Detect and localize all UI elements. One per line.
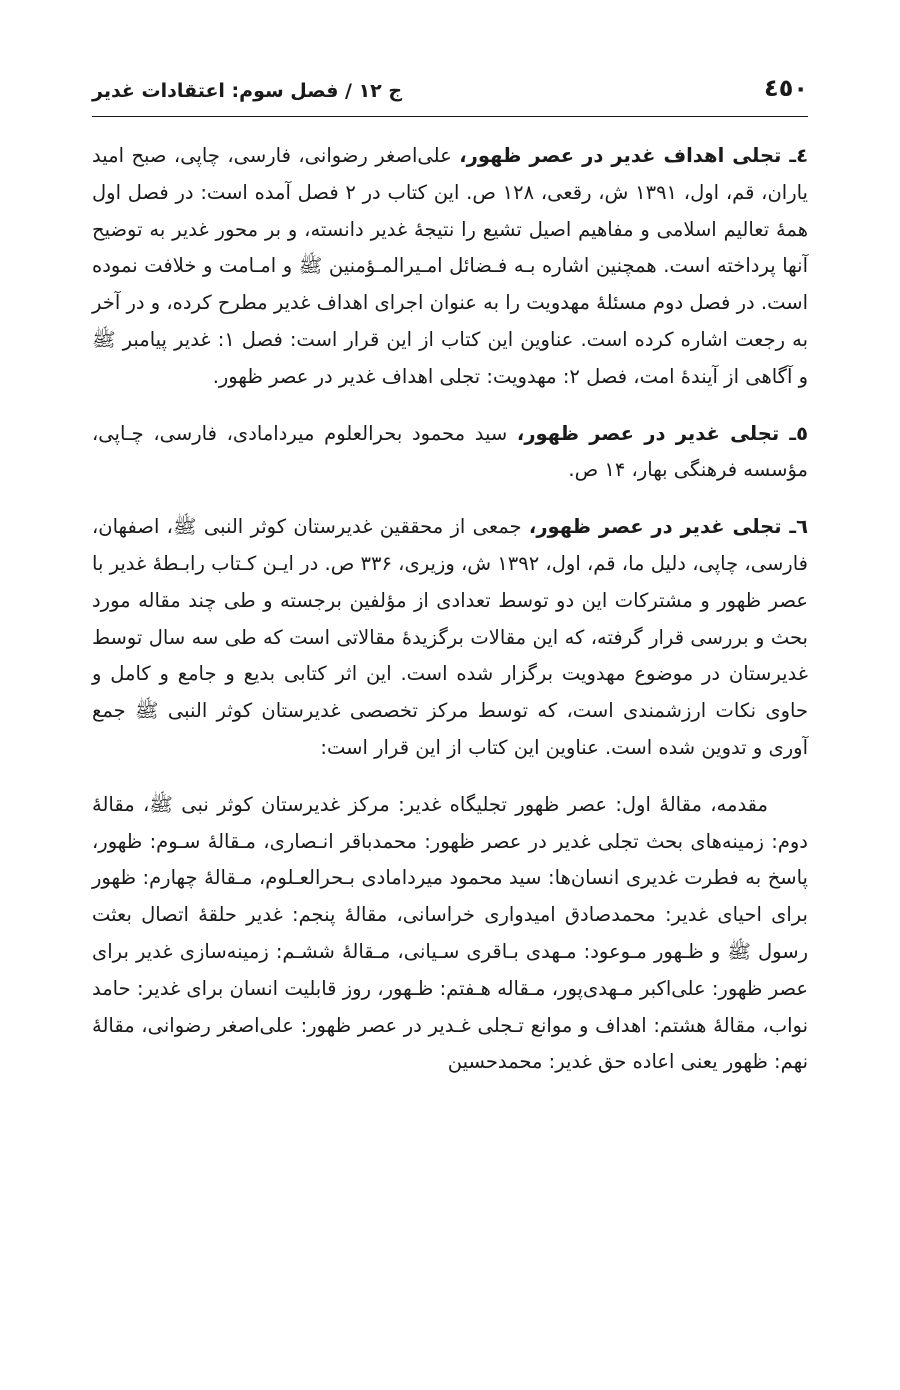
entry-title: ٤ـ تجلی اهداف غدیر در عصر ظهور، [459, 144, 808, 167]
entry-title: ٥ـ تجلی غدیر در عصر ظهور، [516, 421, 808, 445]
page-number: ٤٥٠ [764, 74, 808, 102]
entry-body: سید محمود بحرالعلوم میردامادی، فارسی، چـاپی، مؤسسه فرهنگی بهار، ۱۴ ص. [92, 421, 808, 482]
entry-body: جمعی از محققین غدیرستان کوثر النبی ﷺ، اصفهان، فارسی، چاپی، دلیل ما، قم، اول، ۱۳۹۲ ش، وزیری، ۳۳۶ ص. در ایـن کـتاب رابـطهٔ غدیر با عصر ظهور و مشترکات این دو توسط تعدادی از مؤلفین برجسته و طی چند مقاله مورد بحث و بررسی قرار گرفته، که این مقالات برگزیدهٔ مقالاتی است که طی سه سال توسط غدیرستان در موضوع مهدویت برگزار شده است. این اثر کتابی بدیع و جامع و کامل و حاوی نکات ارزشمندی است، که توسط مرکز تخصصی غدیرستان کوثر النبی ﷺ جمع آوری و تدوین شده است. عناوین این کتاب از این قرار است: [92, 515, 808, 759]
entry-title: ٦ـ تجلی غدیر در عصر ظهور، [528, 515, 808, 539]
book-page [92, 0, 808, 1390]
running-title: ج ۱۲ / فصل سوم: اعتقادات غدیر [92, 80, 403, 102]
entry-body: علی‌اصغر رضوانی، فارسی، چاپی، صبح امید یاران، قم، اول، ۱۳۹۱ ش، رقعی، ۱۲۸ ص. این کتاب در ۲ فصل آمده است: در فصل اول همهٔ تعالیم اسلامی و مفاهیم اصیل تشیع را نتیجهٔ غدیر دانسته، و بر محور غدیر به توضیح آنها پرداخته است. همچنین اشاره بـه فـضائل امـیرالمـؤمنین ﷺ و امـامت و خلافت نموده است. در فصل دوم مسئلهٔ مهدویت را به عنوان اجرای اهداف غدیر مطرح کرده، و در آخر به رجعت اشاره کرده است. عناوین این کتاب از این قرار است: فصل ۱: غدیر پیامبر ﷺ و آگاهی از آیندهٔ امت، فصل ۲: مهدویت: تجلی اهداف غدیر در عصر ظهور. [92, 144, 808, 388]
contents-paragraph: مقدمه، مقالهٔ اول: عصر ظهور تجلیگاه غدیر: مرکز غدیرستان کوثر نبی ﷺ، مقالهٔ دوم: زمینه‌های بحث تجلی غدیر در عصر ظهور: محمدباقر انـصاری، مـقالهٔ سـوم: ظهور، پاسخ به فطرت غدیری انسان‌ها: سید محمود میردامادی بـحرالعـلوم، مـقالهٔ چهارم: ظهور برای احیای غدیر: محمدصادق امیدواری خراسانی، مقالهٔ پنجم: غدیر حلقهٔ اتصال بعثت رسول ﷺ و ظـهور مـوعود: مـهدی بـاقری سـیانی، مـقالهٔ ششـم: زمینه‌سازی غدیر برای عصر ظهور: علی‌اکبر مـهدی‌پور، مـقاله هـفتم: ظـهور، روز قابلیت انسان برای غدیر: حامد نواب، مقالهٔ هشتم: اهداف و موانع تـجلی غـدیر در عصر ظهور: علی‌اصغر رضوانی، مقالهٔ نهم: ظهور یعنی اعاده حق غدیر: محمدحسین [92, 792, 808, 1074]
running-header [92, 66, 808, 117]
bibliography-entry-5 [92, 416, 808, 490]
bibliography-entry-6 [92, 509, 808, 767]
page-body [92, 138, 808, 1081]
bibliography-entry-4 [92, 138, 808, 396]
